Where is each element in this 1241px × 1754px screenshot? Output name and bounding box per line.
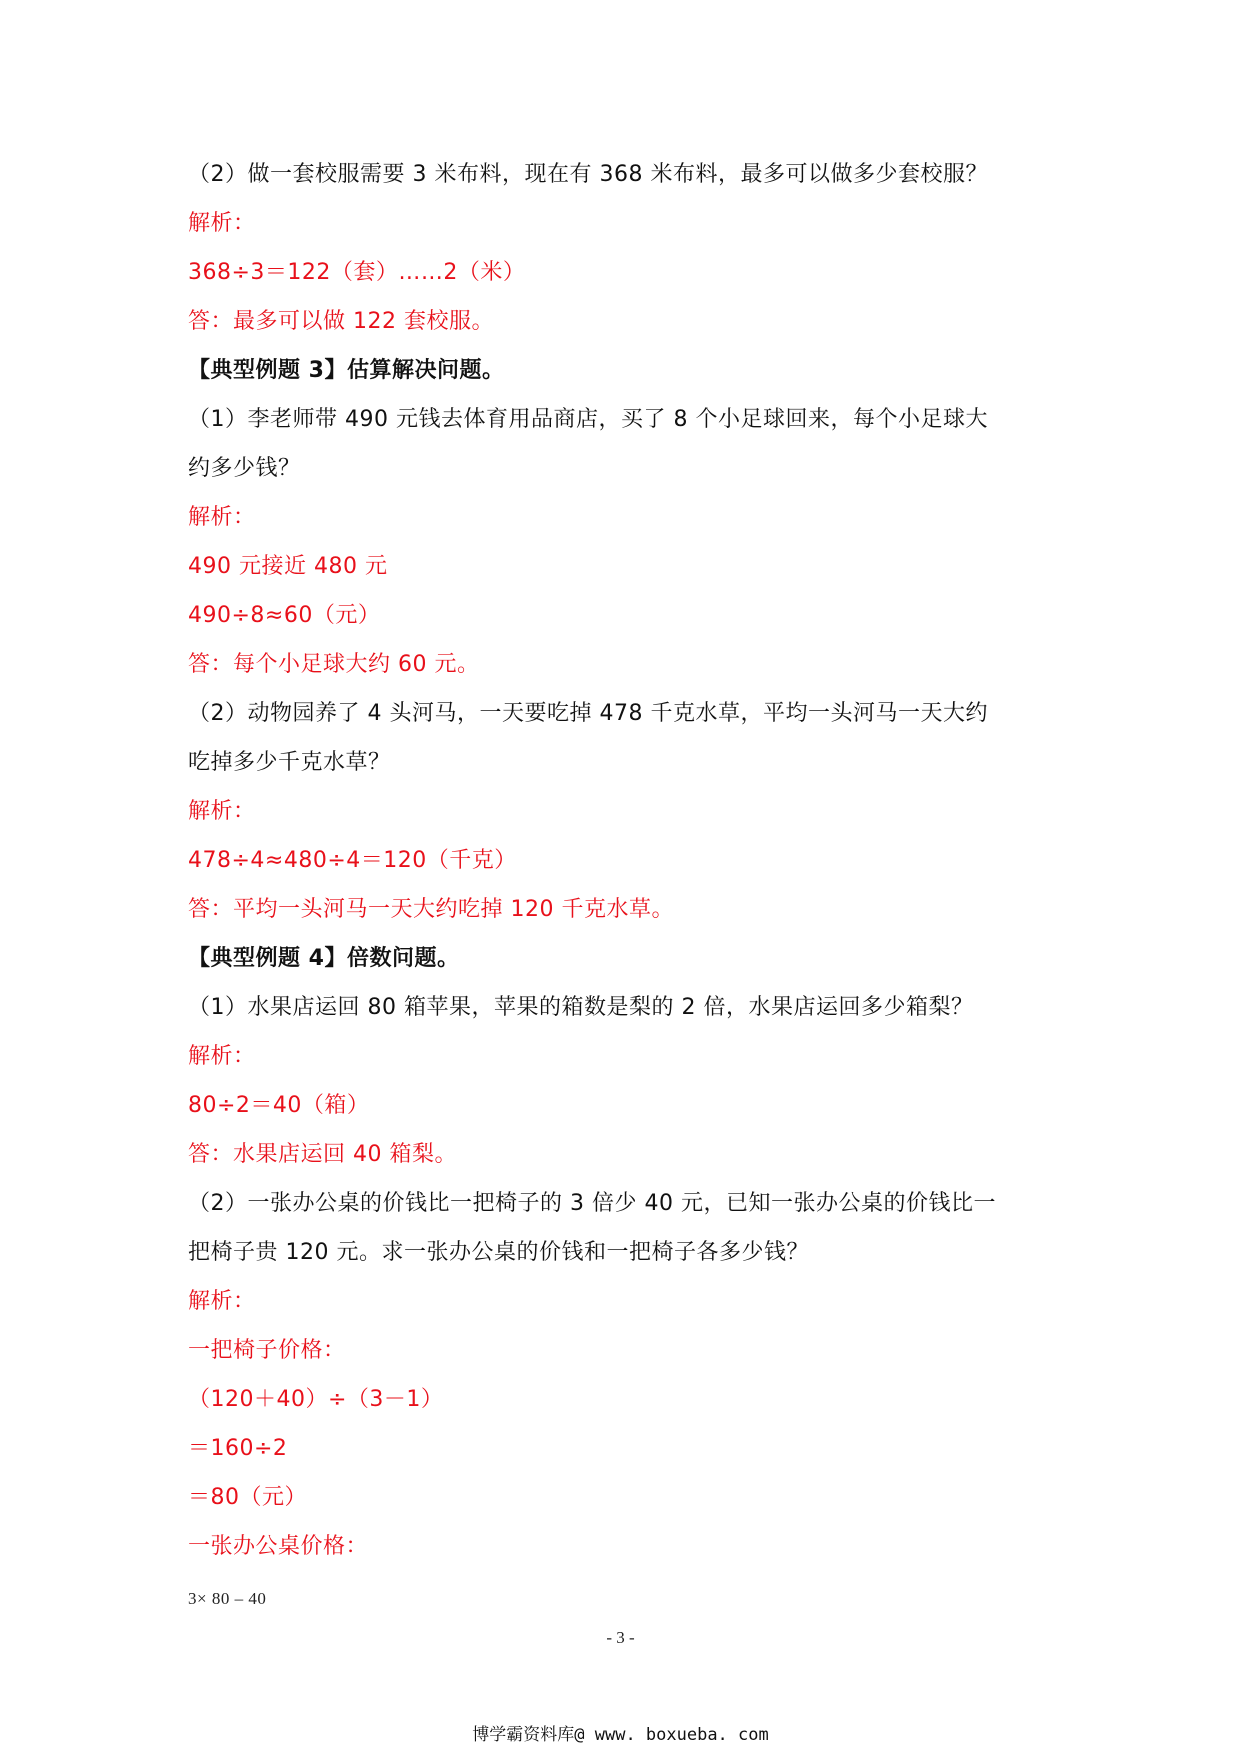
footer-watermark: 博学霸资料库@ www. boxueba. com (472, 1725, 769, 1745)
answer-line: 答：最多可以做 122 套校服。 (188, 309, 494, 334)
answer-line: 答：每个小足球大约 60 元。 (188, 652, 480, 677)
analysis-label: 解析： (188, 1289, 256, 1314)
analysis-label: 解析： (188, 211, 256, 236)
example-3-q2-line2: 吃掉多少千克水草？ (188, 750, 391, 775)
solution-line: 478÷4≈480÷4＝120（千克） (188, 848, 517, 873)
example-4-q2-line2: 把椅子贵 120 元。求一张办公桌的价钱和一把椅子各多少钱？ (188, 1240, 809, 1265)
solution-line: 490÷8≈60（元） (188, 603, 381, 628)
analysis-label: 解析： (188, 799, 256, 824)
analysis-label: 解析： (188, 1044, 256, 1069)
solution-line: 368÷3＝122（套）……2（米） (188, 260, 526, 285)
page-number: - 3 - (606, 1628, 635, 1647)
problem-2-question: （2）做一套校服需要 3 米布料，现在有 368 米布料，最多可以做多少套校服？ (188, 162, 988, 187)
answer-line: 答：水果店运回 40 箱梨。 (188, 1142, 457, 1167)
chair-price-label: 一把椅子价格： (188, 1338, 346, 1363)
example-4-q2-line1: （2）一张办公桌的价钱比一把椅子的 3 倍少 40 元，已知一张办公桌的价钱比一 (188, 1191, 996, 1216)
example-3-heading: 【典型例题 3】估算解决问题。 (188, 358, 505, 383)
example-4-q1: （1）水果店运回 80 箱苹果，苹果的箱数是梨的 2 倍，水果店运回多少箱梨？ (188, 995, 974, 1020)
answer-line: 答：平均一头河马一天大约吃掉 120 千克水草。 (188, 897, 674, 922)
solution-line: ＝160÷2 (188, 1436, 288, 1461)
solution-line: 80÷2＝40（箱） (188, 1093, 370, 1118)
analysis-label: 解析： (188, 505, 256, 530)
desk-price-formula: 3× 80 – 40 (188, 1589, 267, 1608)
solution-line: （120＋40）÷（3－1） (188, 1387, 444, 1412)
example-3-q2-line1: （2）动物园养了 4 头河马，一天要吃掉 478 千克水草，平均一头河马一天大约 (188, 701, 988, 726)
desk-price-label: 一张办公桌价格： (188, 1534, 369, 1559)
example-3-q1-line1: （1）李老师带 490 元钱去体育用品商店，买了 8 个小足球回来，每个小足球大 (188, 407, 988, 432)
solution-line: ＝80（元） (188, 1485, 307, 1510)
solution-line: 490 元接近 480 元 (188, 554, 388, 579)
example-4-heading: 【典型例题 4】倍数问题。 (188, 946, 460, 971)
example-3-q1-line2: 约多少钱？ (188, 456, 301, 481)
